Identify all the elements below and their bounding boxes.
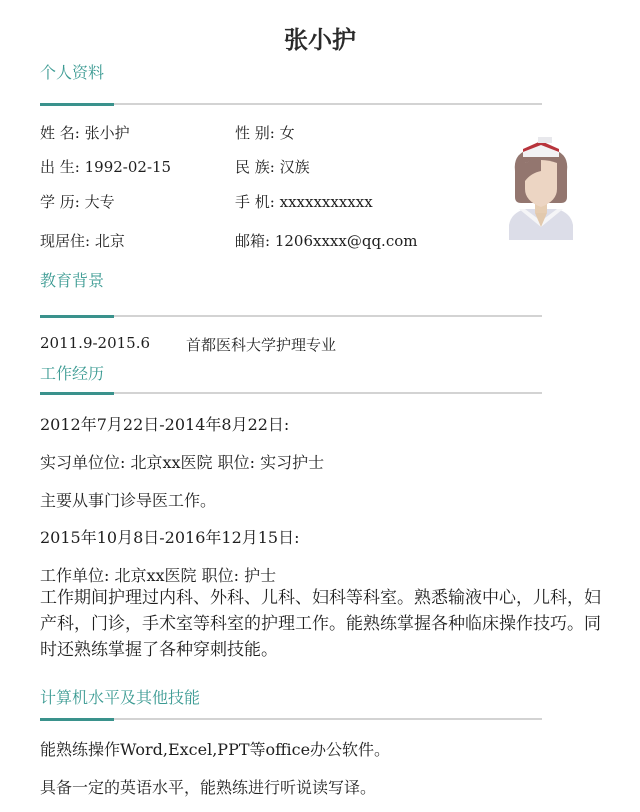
field-value: 大专: [84, 193, 115, 211]
education-period: 2011.9-2015.6: [40, 334, 151, 352]
divider-accent: [40, 315, 114, 318]
field-label: 学 历:: [40, 193, 80, 211]
skill-item: 具备一定的英语水平，能熟练进行听说读写译。: [40, 778, 377, 797]
field-value: 1206xxxx@qq.com: [274, 232, 418, 250]
field-birth: [40, 156, 171, 177]
field-value: 汉族: [279, 158, 310, 176]
section-divider: [40, 718, 542, 720]
section-title-personal: 个人资料: [40, 63, 105, 82]
field-ethnicity: [235, 156, 310, 177]
field-label: 出 生:: [40, 158, 80, 176]
field-label: 民 族:: [235, 158, 275, 176]
section-divider: [40, 392, 542, 394]
field-label: 姓 名:: [40, 124, 80, 142]
work-description: 工作期间护理过内科、外科、儿科、妇科等科室。熟悉输液中心，儿科，妇产科，门诊，手术室等科室的护理工作。能熟练掌握各种临床操作技巧。同时还熟练掌握了各种穿刺技能。: [40, 588, 601, 660]
section-divider: [40, 103, 542, 105]
section-title-education: 教育背景: [40, 271, 105, 290]
skill-item: 能熟练操作Word,Excel,PPT等office办公软件。: [40, 740, 391, 759]
education-school: 首都医科大学护理专业: [186, 336, 337, 354]
field-education: [40, 191, 115, 212]
field-value: 1992-02-15: [84, 158, 172, 176]
field-value: 女: [279, 124, 295, 142]
field-phone: [235, 191, 373, 212]
field-value: xxxxxxxxxxx: [279, 193, 373, 211]
work-unit-line: 工作单位: 北京xx医院 职位: 护士: [40, 566, 277, 585]
divider-accent: [40, 392, 114, 395]
section-title-work: 工作经历: [40, 364, 105, 383]
field-label: 手 机:: [235, 193, 275, 211]
field-name: [40, 122, 130, 143]
field-value: 北京: [94, 232, 125, 250]
field-gender: [235, 122, 295, 143]
field-residence: [40, 230, 125, 251]
education-entry: [40, 334, 150, 352]
work-description: 主要从事门诊导医工作。: [40, 491, 217, 510]
work-period: 2015年10月8日-2016年12月15日:: [40, 528, 300, 547]
divider-accent: [40, 103, 114, 106]
section-divider: [40, 315, 542, 317]
field-email: [235, 230, 417, 251]
work-period: 2012年7月22日-2014年8月22日:: [40, 415, 290, 434]
field-label: 现居住:: [40, 232, 91, 250]
field-label: 性 别:: [235, 124, 275, 142]
resume-name-title: 张小护: [284, 26, 356, 54]
nurse-avatar-icon: [505, 135, 577, 240]
section-title-skills: 计算机水平及其他技能: [40, 688, 201, 707]
divider-accent: [40, 718, 114, 721]
field-value: 张小护: [84, 124, 130, 142]
work-unit-line: 实习单位位: 北京xx医院 职位: 实习护士: [40, 453, 325, 472]
field-label: 邮箱:: [235, 232, 271, 250]
